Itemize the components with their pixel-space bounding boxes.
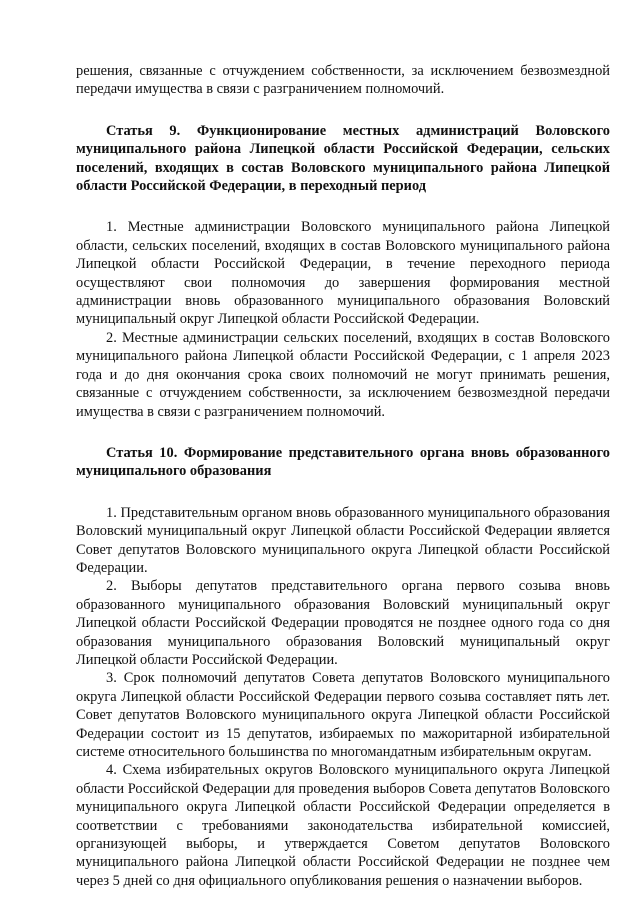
article-9-heading: Статья 9. Функционирование местных администраций Воловского муниципального района Липецкой области Российской Федерации, сельских поселений, входящих в состав Воловского муниципального района Липецкой области Российской Федерации, в переходный период xyxy=(76,122,610,195)
article-10-paragraph-3: 3. Срок полномочий депутатов Совета депутатов Воловского муниципального округа Липецкой области Российской Федерации первого созыва составляет пять лет. Совет депутатов Воловского муниципального округа Липецкой области Российской Федерации состоит из 15 депутатов, избираемых по мажоритарной избирательной системе относительного большинства по многомандатным избирательным округам. xyxy=(76,670,610,760)
article-9-paragraph-2: 2. Местные администрации сельских поселений, входящих в состав Воловского муниципального района Липецкой области Российской Федерации, с 1 апреля 2023 года и до дня окончания срока своих полномочий не могут принимать решения, связанные с отчуждением собственности, за исключением безвозмездной передачи имущества в связи с разграничением полномочий. xyxy=(76,329,610,420)
article-10-paragraph-2: 2. Выборы депутатов представительного органа первого созыва вновь образованного муниципального образования Воловский муниципальный округ Липецкой области Российской Федерации проводятся не позднее одного года со дня образования муниципального образования Воловский муниципальный округ Липецкой области Российской Федерации. xyxy=(76,578,610,668)
document-page xyxy=(76,62,610,890)
article-10-heading: Статья 10. Формирование представительного органа вновь образованного муниципального образования xyxy=(76,444,610,480)
intro-paragraph: решения, связанные с отчуждением собственности, за исключением безвозмездной передачи имущества в связи с разграничением полномочий. xyxy=(76,63,610,98)
article-9-paragraph-1: 1. Местные администрации Воловского муниципального района Липецкой области, сельских поселений, входящих в состав Воловского муниципального района Липецкой области Российской Федерации, в течение переходного периода осуществляют свои полномочия до завершения формирования местной администрации вновь образованного муниципального образования Воловский муниципальный округ Липецкой области Российской Федерации. xyxy=(76,219,610,328)
article-10-paragraph-1: 1. Представительным органом вновь образованного муниципального образования Воловский муниципальный округ Липецкой области Российской Федерации является Совет депутатов Воловского муниципального округа Липецкой области Российской Федерации. xyxy=(76,504,610,576)
article-10-paragraph-4: 4. Схема избирательных округов Воловского муниципального округа Липецкой области Российской Федерации для проведения выборов Совета депутатов Воловского муниципального округа Липецкой области Российской Федерации определяется в соответствии с требованиями законодательства избирательной комиссией, организующей выборы, и утверждается Советом депутатов Воловского муниципального района Липецкой области Российской Федерации не позднее чем через 5 дней со дня официального опубликования решения о назначении выборов. xyxy=(76,762,610,889)
